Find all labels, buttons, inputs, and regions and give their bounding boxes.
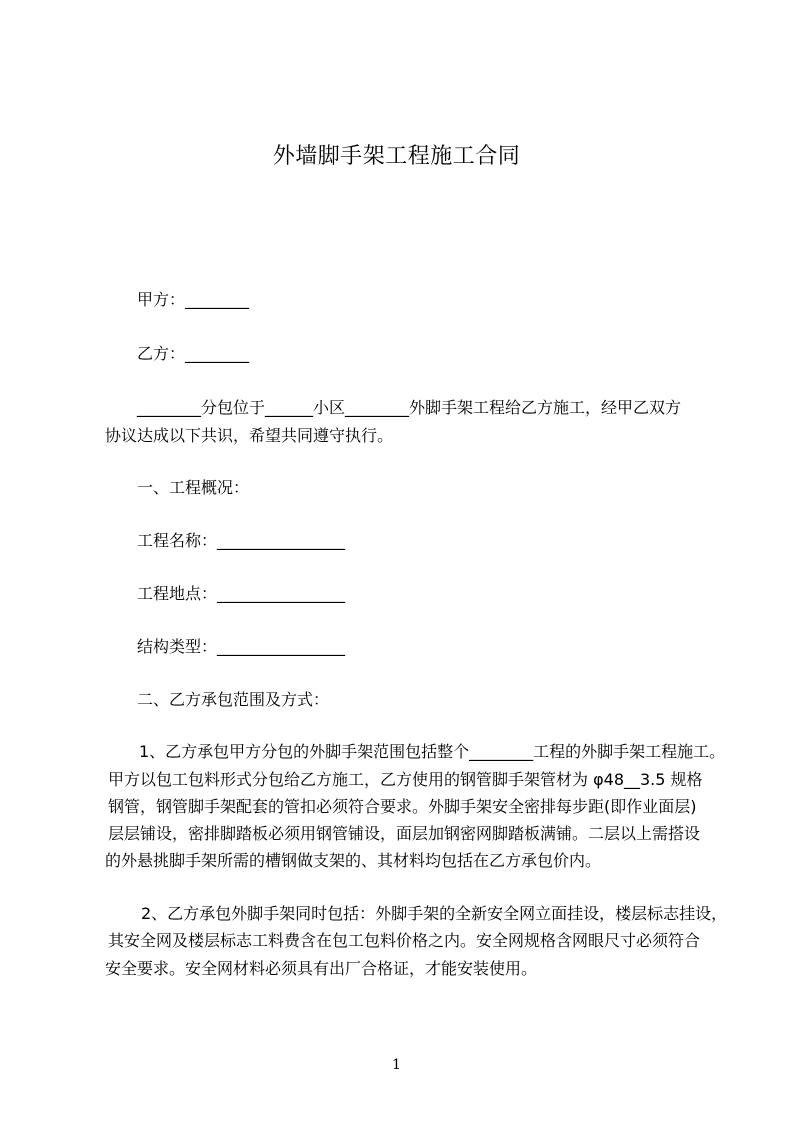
clause-2-line: 2、乙方承包外脚手架同时包括：外脚手架的全新安全网立面挂设，楼层标志挂设， xyxy=(141,904,728,923)
project-location-field: 工程地点：________________ xyxy=(137,584,346,603)
clause-1-line: 甲方以包工包料形式分包给乙方施工，乙方使用的钢管脚手架管材为 φ48__3.5 规格 xyxy=(108,770,703,789)
intro-line: ________分包位于______小区________外脚手架工程给乙方施工，经甲乙双方 xyxy=(137,398,682,417)
clause-2-line: 其安全网及楼层标志工料费含在包工包料价格之内。安全网规格含网眼尺寸必须符合 xyxy=(108,931,701,950)
project-name-field: 工程名称：________________ xyxy=(137,531,346,550)
clause-1-line: 1、乙方承包甲方分包的外脚手架范围包括整个________工程的外脚手架工程施工。 xyxy=(139,742,726,761)
party-a-field: 甲方：________ xyxy=(137,290,250,309)
page-number: 1 xyxy=(392,1057,401,1073)
party-b-field: 乙方：________ xyxy=(137,344,250,363)
section-heading: 二、乙方承包范围及方式： xyxy=(137,690,330,709)
intro-line: 协议达成以下共识，希望共同遵守执行。 xyxy=(105,426,394,445)
clause-1-line: 层层铺设，密排脚踏板必须用钢管铺设，面层加钢密网脚踏板满铺。二层以上需搭设 xyxy=(108,824,701,843)
clause-1-line: 钢管，钢管脚手架配套的管扣必须符合要求。外脚手架安全密排每步距(即作业面层) xyxy=(108,797,697,816)
section-heading: 一、工程概况： xyxy=(137,478,250,497)
document-title: 外墙脚手架工程施工合同 xyxy=(272,144,521,169)
clause-1-line: 的外悬挑脚手架所需的槽钢做支架的、其材料均包括在乙方承包价内。 xyxy=(105,851,602,870)
structure-type-field: 结构类型：________________ xyxy=(137,637,346,656)
clause-2-line: 安全要求。安全网材料必须具有出厂合格证，才能安装使用。 xyxy=(105,959,538,978)
